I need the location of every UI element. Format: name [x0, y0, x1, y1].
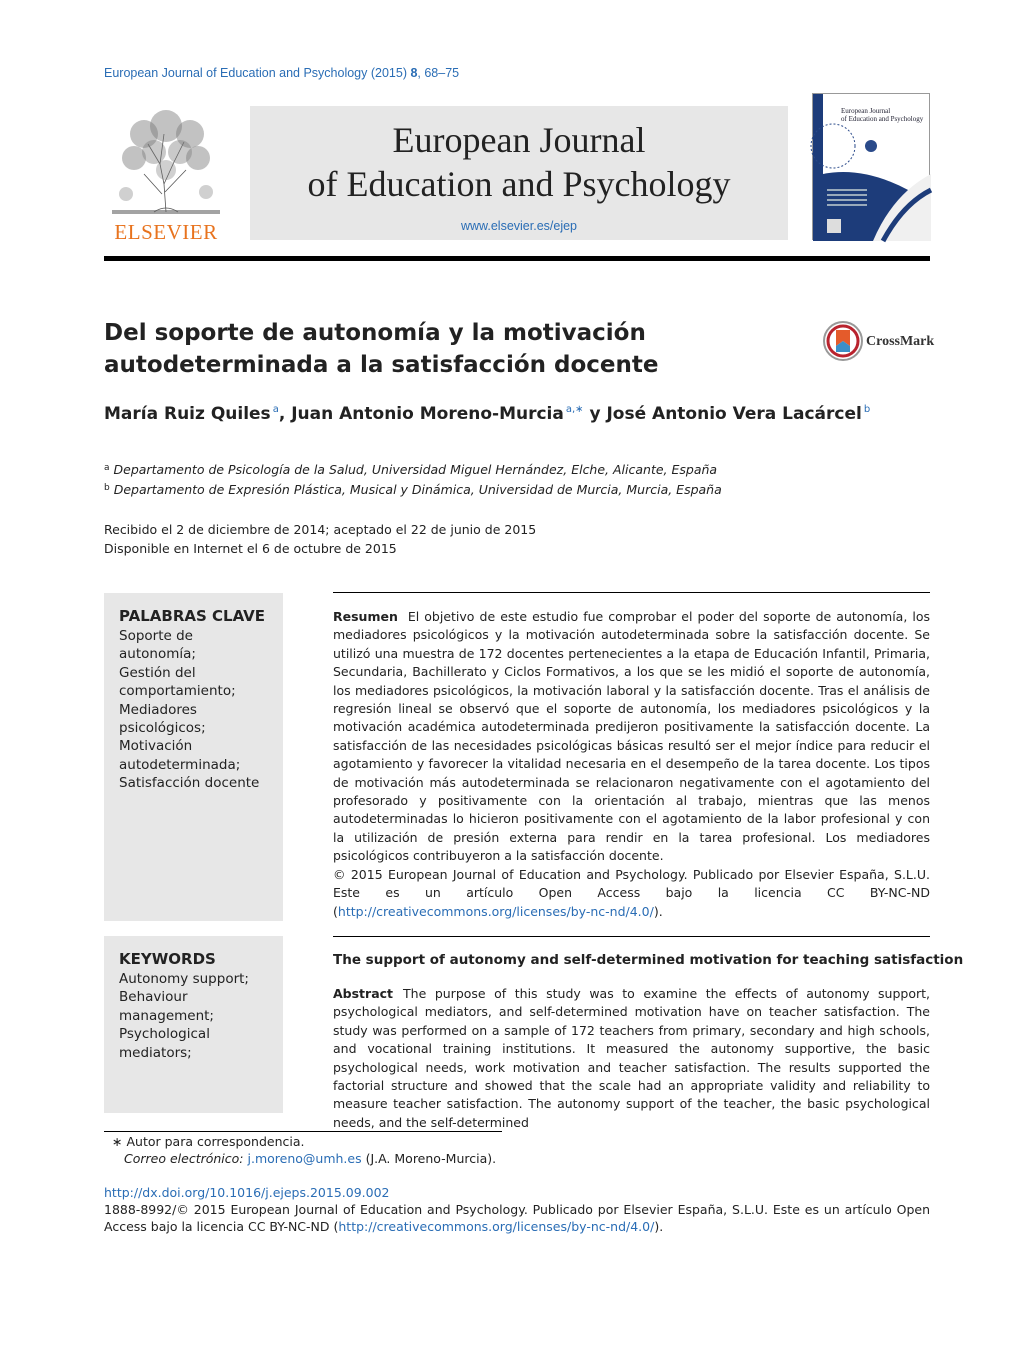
- crossmark-label: CrossMark: [866, 334, 935, 349]
- header-divider: [104, 256, 930, 261]
- corresponding-mark: ∗: [112, 1134, 123, 1149]
- license-link[interactable]: http://creativecommons.org/licenses/by-nc-nd/4.0/: [337, 903, 654, 919]
- author-separator: y: [583, 404, 607, 424]
- keywords-box-es: [104, 593, 283, 921]
- email-note: [124, 1151, 496, 1166]
- english-title: The support of autonomy and self-determined motivation for teaching satisfaction: [333, 952, 964, 968]
- corresponding-label: Autor para correspondencia.: [126, 1134, 305, 1149]
- license-link[interactable]: http://creativecommons.org/licenses/by-nc-nd/4.0/: [338, 1219, 655, 1234]
- author-list: [104, 404, 870, 424]
- corresponding-author-note: [112, 1134, 305, 1149]
- author-separator: ,: [278, 404, 292, 424]
- resumen-body: El objetivo de este estudio fue comprobar el poder del soporte de autonomía, los mediadores psicológicos y la motivación autodeterminada sobre la satisfacción docente. Se utilizó una muestra de 172 docentes pertenecientes a la etapa de Educación Infantil, Primaria, Secundaria, Bachillerato y Ciclos Formativos, a los que se les midió el soporte de autonomía, los mediadores psicológicos, la motivación laboral y la satisfacción docente. Tras el análisis de regresión lineal se observó que el soporte de autonomía, los mediadores psicológicos y la motivación académica autodeterminada predijeron positivamente la satisfacción docente. La satisfacción de las necesidades psicológicas básicas resultó ser el mejor índice para reducir el agotamiento y favorecer la vitalidad necesaria en el desempeño de la tarea docente. Los tipos de motivación más autodeterminada se relacionaron negativamente con el agotamiento del profesorado y positivamente con la orientación al trabajo, mientras que las menos autodeterminadas lo hicieron positivamente con el agotamiento de la labor profesional y con la utilización de presión externa para rendir en la tarea profesional. Los mediadores psicológicos contribuyeron a la satisfacción docente.: [333, 609, 930, 864]
- affiliation-b-mark: b: [104, 483, 110, 493]
- license-text: 1888-8992/© 2015 European Journal of Education and Psychology. Publicado por Elsevier España, S.L.U. Este es un artículo Open Access bajo la licencia CC BY-NC-ND (: [104, 1202, 930, 1234]
- affiliation-b: [104, 482, 722, 497]
- license-end: ).: [654, 1219, 664, 1234]
- footnote-divider: [104, 1131, 502, 1132]
- journal-cover-thumbnail: [812, 93, 930, 240]
- abstract-en-divider: [333, 936, 930, 937]
- cover-title-line1: European Journal: [841, 107, 891, 115]
- article-title-line1: Del soporte de autonomía y la motivación: [104, 320, 646, 346]
- keyword-item: Behaviour management;: [119, 989, 214, 1024]
- affiliation-b-text: Departamento de Expresión Plástica, Musical y Dinámica, Universidad de Murcia, Murcia, España: [113, 482, 722, 497]
- journal-citation[interactable]: [104, 66, 459, 80]
- article-title-line2: autodeterminada a la satisfacción docente: [104, 352, 659, 378]
- license-notice: [104, 1201, 930, 1235]
- abstract-body: The purpose of this study was to examine the effects of autonomy support, psychological mediators, and self-determined motivation have on teacher satisfaction. The study was performed on a sample of 172 teachers from primary, secondary and high schools, and vocational training institutions. It measured the autonomy supportive, the basic psychological needs, work motivation and teacher satisfaction. The results supported the factorial structure and showed that the scale had an appropriate validity and reliability to measure teacher satisfaction. The autonomy support of the teacher, the basic psychological needs, and the self-determined: [333, 986, 930, 1130]
- abstract-divider: [333, 592, 930, 593]
- keyword-item: Psychological mediators;: [119, 1026, 210, 1061]
- affiliation-a-text: Departamento de Psicología de la Salud, Universidad Miguel Hernández, Elche, Alicante, España: [113, 462, 718, 477]
- email-link[interactable]: j.moreno@umh.es: [247, 1151, 362, 1166]
- resumen: [333, 608, 930, 921]
- elsevier-wordmark: ELSEVIER: [114, 220, 218, 244]
- email-label: Correo electrónico:: [124, 1151, 244, 1166]
- keyword-item: Soporte de autonomía;: [119, 628, 196, 663]
- journal-title-line1: European Journal: [392, 120, 646, 160]
- resumen-copyright: [333, 866, 930, 921]
- cover-title-line2: of Education and Psychology: [841, 115, 924, 123]
- resumen-heading: Resumen: [333, 609, 398, 624]
- article-title: [104, 317, 784, 381]
- author-name: María Ruiz Quiles: [104, 404, 271, 424]
- journal-url-link[interactable]: www.elsevier.es/ejep: [460, 219, 578, 233]
- journal-citation-text: European Journal of Education and Psychology (2015): [104, 66, 411, 80]
- keywords-list-es: [119, 627, 269, 793]
- keywords-box-en: [104, 936, 283, 1113]
- journal-title: [250, 118, 788, 206]
- journal-pages: , 68–75: [417, 66, 460, 80]
- keywords-list-en: [119, 970, 283, 1062]
- resumen-copyright-text: © 2015 European Journal of Education and Psychology. Publicado por Elsevier España, S.L.U. Este es un artículo Open Access bajo la licencia CC BY-NC-ND (: [333, 866, 930, 919]
- keyword-item: Mediadores psicológicos;: [119, 701, 206, 737]
- abstract-heading: Abstract: [333, 986, 394, 1001]
- doi-link[interactable]: http://dx.doi.org/10.1016/j.ejeps.2015.09.002: [104, 1185, 390, 1200]
- email-owner: (J.A. Moreno-Murcia).: [361, 1151, 497, 1166]
- journal-title-line2: of Education and Psychology: [307, 164, 731, 204]
- affiliation-a: [104, 462, 717, 477]
- cover-title: [841, 107, 923, 123]
- online-date: Disponible en Internet el 6 de octubre de 2015: [104, 541, 397, 556]
- author-affiliation-link[interactable]: a: [272, 404, 279, 415]
- received-date: Recibido el 2 de diciembre de 2014; aceptado el 22 de junio de 2015: [104, 522, 537, 537]
- keywords-heading-es: PALABRAS CLAVE: [119, 607, 266, 625]
- keyword-item: Satisfacción docente: [119, 775, 260, 792]
- author-affiliation-link[interactable]: b: [863, 404, 871, 415]
- author-name: José Antonio Vera Lacárcel: [606, 404, 862, 424]
- affiliation-a-mark: a: [104, 463, 110, 473]
- crossmark-button[interactable]: [822, 320, 864, 366]
- abstract-en: [333, 985, 930, 1130]
- keyword-item: Gestión del comportamiento;: [119, 664, 236, 700]
- author-name: Juan Antonio Moreno-Murcia: [291, 404, 564, 424]
- crossmark-icon: [822, 320, 864, 362]
- keywords-heading-en: KEYWORDS: [119, 950, 216, 968]
- keyword-item: Motivación autodeterminada;: [119, 738, 241, 773]
- resumen-copyright-end: ).: [653, 903, 663, 919]
- journal-volume: 8: [410, 66, 418, 80]
- keyword-item: Autonomy support;: [119, 971, 249, 987]
- author-affiliation-link[interactable]: a,∗: [565, 404, 584, 415]
